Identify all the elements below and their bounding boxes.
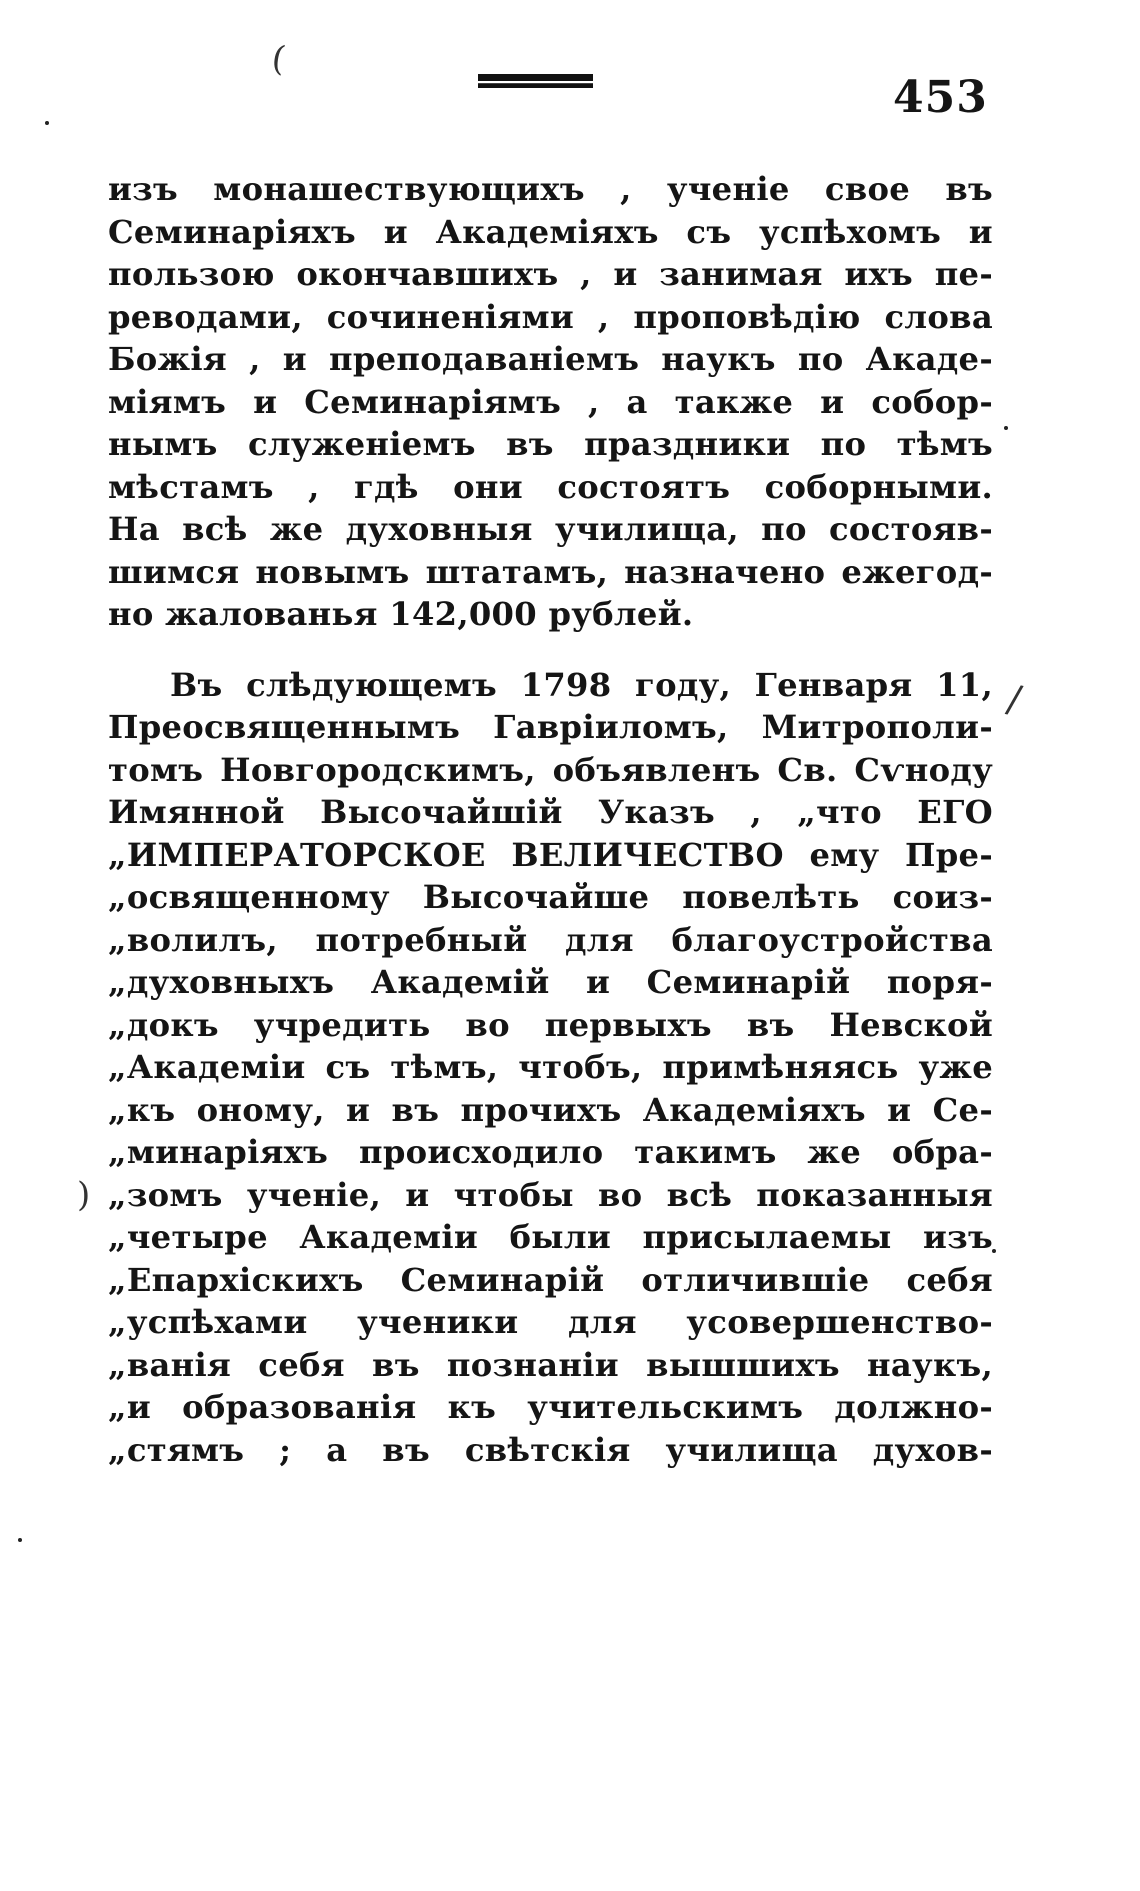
- text-line: „Епархіскихъ Семинарій отличившіе себя: [108, 1260, 993, 1299]
- text-line: Семинаріяхъ и Академіяхъ съ успѣхомъ и: [108, 212, 993, 251]
- text-line: „минаріяхъ происходило такимъ же обра-: [108, 1133, 993, 1171]
- paper-speck: [1004, 426, 1008, 430]
- paragraph-decree: [108, 664, 993, 1472]
- text-line: „ИМПЕРАТОРСКОЕ ВЕЛИЧЕСТВО ему Пре-: [108, 835, 993, 874]
- text-line: изъ монашествующихъ , ученіе свое въ: [108, 170, 993, 208]
- text-line: но жалованья 142,000 рублей.: [108, 595, 694, 633]
- text-line: нымъ служеніемъ въ праздники по тѣмъ: [108, 425, 993, 463]
- paper-speck: [45, 121, 49, 125]
- text-line: „ванія себя въ познаніи вышшихъ наукъ,: [108, 1345, 993, 1384]
- text-line: „къ оному, и въ прочихъ Академіяхъ и Се-: [108, 1090, 993, 1129]
- text-line: „четыре Академіи были присылаемы изъ: [108, 1218, 993, 1256]
- text-line: реводами, сочиненіями , проповѣдію слова: [108, 297, 993, 336]
- text-line: „докъ учредить во первыхъ въ Невской: [108, 1005, 993, 1044]
- book-text: [108, 168, 993, 1471]
- text-line: „стямъ ; а въ свѣтскія училища духов-: [108, 1430, 993, 1469]
- margin-bracket-mark: (: [269, 38, 288, 80]
- text-line: „и образованія къ учительскимъ должно-: [108, 1388, 993, 1426]
- text-line: „освященному Высочайше повелѣть соиз-: [108, 878, 993, 916]
- text-line: Въ слѣдующемъ 1798 году, Генваря 11,: [170, 665, 993, 704]
- text-line: Преосвященнымъ Гавріиломъ, Митрополи-: [108, 708, 993, 746]
- text-line: міямъ и Семинаріямъ , а также и собор-: [108, 382, 993, 421]
- text-line: „зомъ ученіе, и чтобы во всѣ показанныя: [108, 1175, 993, 1214]
- text-line: пользою окончавшихъ , и занимая ихъ пе-: [108, 255, 993, 293]
- header-rule: [478, 74, 593, 88]
- text-line: томъ Новгородскимъ, объявленъ Св. Сѵноду: [108, 750, 993, 789]
- paragraph-continuation: [108, 168, 993, 636]
- paragraph-spacing: [108, 636, 993, 664]
- text-line: Божія , и преподаваніемъ наукъ по Акаде-: [108, 340, 993, 378]
- text-line: Имянной Высочайшій Указъ , „что ЕГО: [108, 793, 993, 831]
- text-line: „духовныхъ Академій и Семинарій поря-: [108, 963, 993, 1001]
- text-line: „успѣхами ученики для усовершенство-: [108, 1303, 993, 1341]
- paper-speck: [18, 1538, 22, 1542]
- page-number: 453: [893, 72, 988, 123]
- text-line: мѣстамъ , гдѣ они состоятъ соборными.: [108, 467, 993, 506]
- text-line: На всѣ же духовныя училища, по состояв-: [108, 510, 993, 548]
- text-line: „волилъ, потребный для благоустройства: [108, 920, 993, 959]
- text-line: „Академіи съ тѣмъ, чтобъ, примѣняясь уже: [108, 1048, 993, 1086]
- text-line: шимся новымъ штатамъ, назначено ежегод-: [108, 552, 993, 591]
- margin-curve-mark: ): [77, 1175, 91, 1215]
- margin-slash-mark: /: [1003, 676, 1026, 722]
